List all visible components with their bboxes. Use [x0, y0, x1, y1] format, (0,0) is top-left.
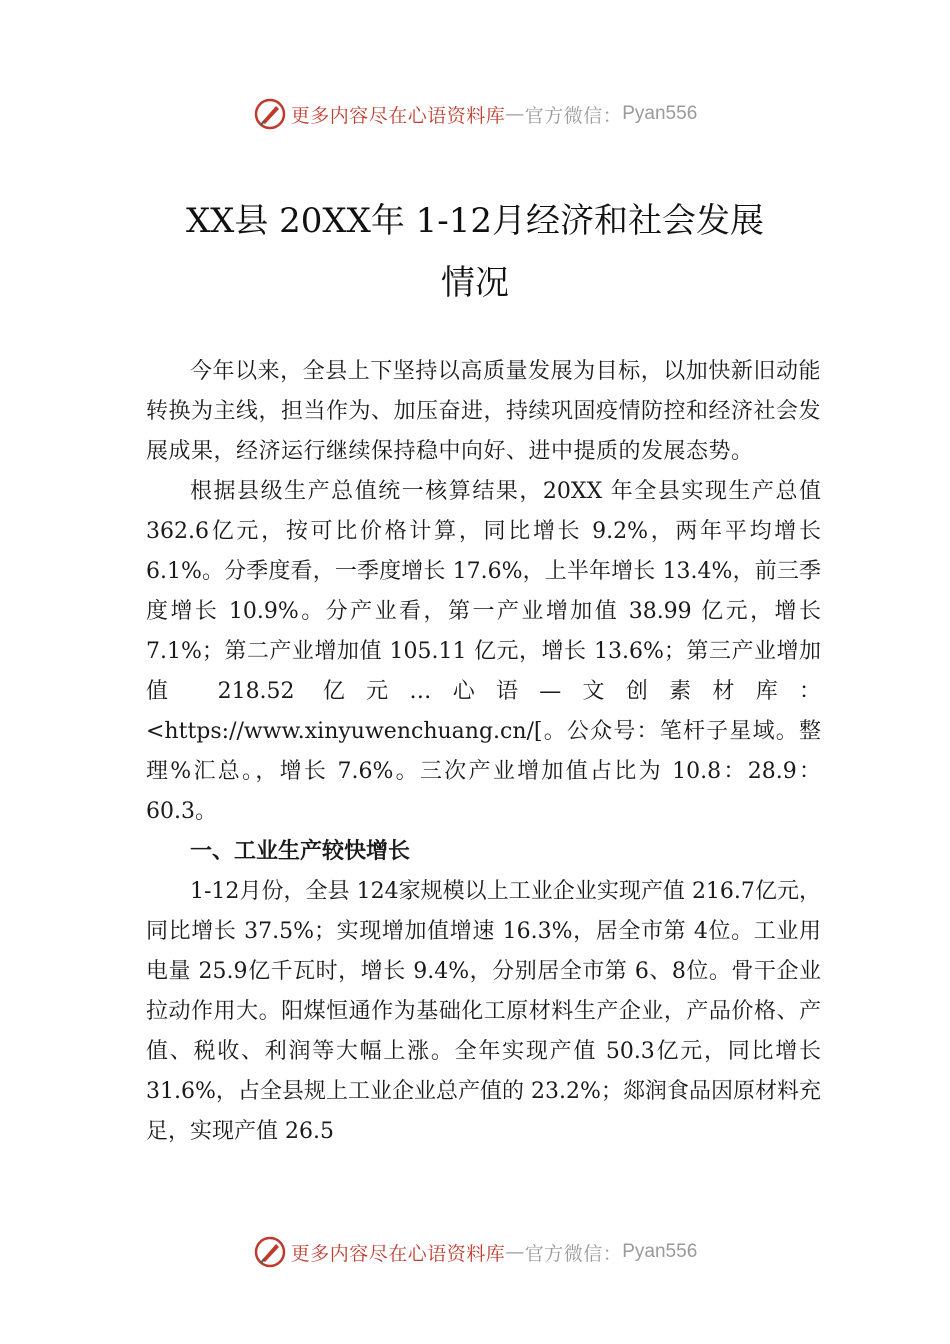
- watermark-text: 更多内容尽在心语资料库: [290, 104, 506, 127]
- watermark-dash: —: [505, 103, 525, 125]
- paragraph-industry: 1-12月份，全县 124家规模以上工业企业实现产值 216.7亿元，同比增长 37.5%；实现增加值增速 16.3%，居全市第 4位。工业用电量 25.9亿千瓦时，增长 9.4%，分别居全市第 6、8位。骨干企业拉动作用大。阳煤恒通作为基础化工原材料生产企业，产品价格、产值、税收、利润等大幅上涨。全年实现产值 50.3亿元，同比增长 31.6%，占全县规上工业企业总产值的 23.2%；郯润食品因原材料充足，实现产值 26.5: [146, 879, 821, 1144]
- quill-pen-icon: [253, 1235, 287, 1269]
- document-title: [0, 190, 950, 314]
- paragraph-gdp: 根据县级生产总值统一核算结果，20XX 年全县实现生产总值 362.6亿元，按可比价格计算，同比增长 9.2%，两年平均增长 6.1%。分季度看，一季度增长 17.6%，上半年增长 13.4%，前三季度增长 10.9%。分产业看，第一产业增加值 38.99 亿元，增长 7.1%；第二产业增加值 105.11 亿元，增长 13.6%；第三产业增加值 218.52 亿元…心语—文创素材库：<https://www.xinyuwenchuang.cn/[。公众号：笔杆子星域。整理%汇总。，增长 7.6%。三次产业增加值占比为 10.8：28.9：60.3。: [146, 479, 821, 824]
- title-line-2: 情况: [441, 263, 509, 303]
- watermark-dash: —: [505, 1241, 525, 1263]
- watermark-account: Pyan556: [622, 1241, 698, 1262]
- watermark-wechat-label: 官方微信：: [524, 1242, 623, 1265]
- paragraph-intro: 今年以来，全县上下坚持以高质量发展为目标，以加快新旧动能转换为主线，担当作为、加压奋进，持续巩固疫情防控和经济社会发展成果，经济运行继续保持稳中向好、进中提质的发展态势。: [146, 359, 822, 464]
- watermark-banner-top: [0, 94, 950, 134]
- watermark-wechat-label: 官方微信：: [524, 104, 623, 127]
- quill-pen-icon: [253, 97, 287, 131]
- watermark-banner-bottom: [0, 1232, 950, 1272]
- document-body: [146, 352, 821, 1152]
- watermark-text: 更多内容尽在心语资料库: [290, 1242, 506, 1265]
- section-heading-industry: 一、工业生产较快增长: [190, 839, 411, 864]
- watermark-account: Pyan556: [622, 103, 698, 124]
- title-line-1: XX县 20XX年 1-12月经济和社会发展: [185, 201, 765, 241]
